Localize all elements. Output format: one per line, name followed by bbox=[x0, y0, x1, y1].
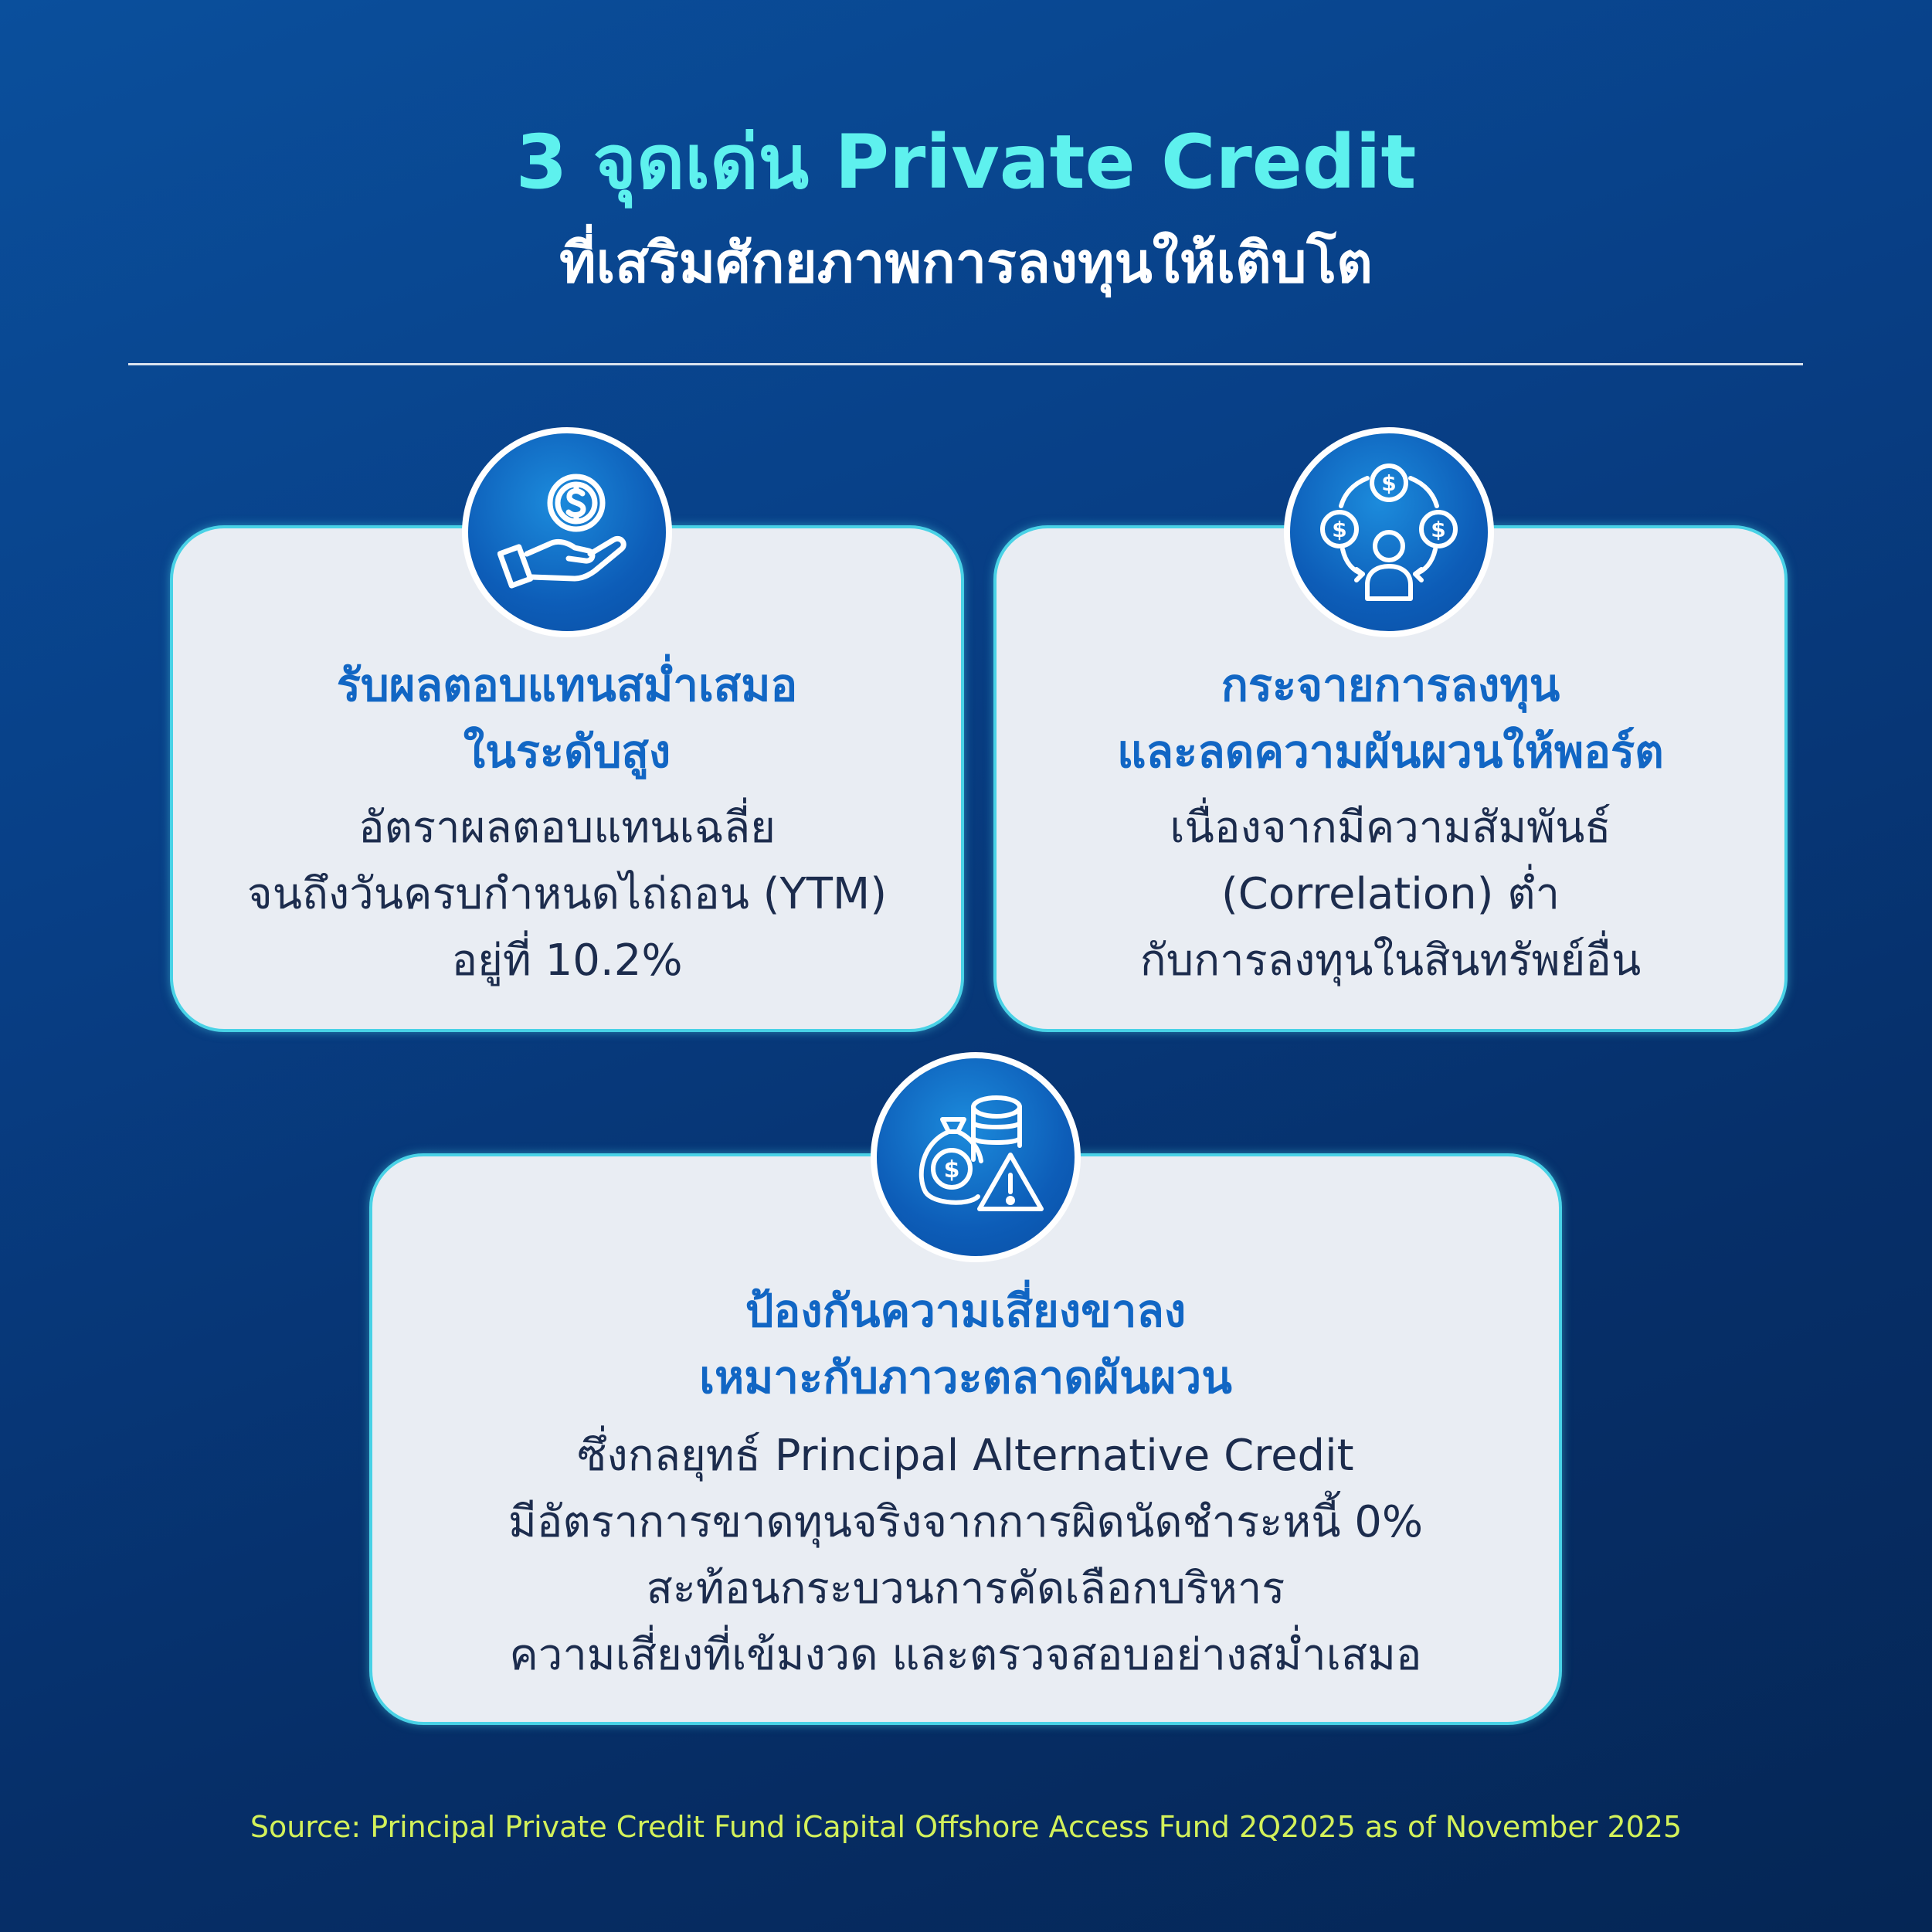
money-bag-warning-icon bbox=[871, 1052, 1081, 1262]
body-line: มีอัตราการขาดทุนจริงจากการผิดนัดชำระหนี้ 0% bbox=[508, 1497, 1424, 1547]
body-line: สะท้อนกระบวนการคัดเลือกบริหาร bbox=[646, 1564, 1285, 1614]
card-body bbox=[997, 795, 1784, 994]
heading-line: ในระดับสูง bbox=[463, 725, 671, 778]
card-heading bbox=[997, 652, 1784, 785]
page-title: 3 จุดเด่น Private Credit bbox=[515, 119, 1417, 205]
body-line: เนื่องจากมีความสัมพันธ์ bbox=[1170, 803, 1611, 853]
card-heading bbox=[372, 1278, 1559, 1411]
body-line: อยู่ที่ 10.2% bbox=[451, 935, 683, 986]
source-note: Source: Principal Private Credit Fund iCapital Offshore Access Fund 2Q2025 as of November 2025 bbox=[250, 1810, 1682, 1844]
svg-text:$: $ bbox=[1431, 517, 1446, 542]
divider bbox=[128, 363, 1803, 365]
body-line: อัตราผลตอบแทนเฉลี่ย bbox=[358, 803, 776, 853]
heading-line: และลดความผันผวนให้พอร์ต bbox=[1117, 725, 1664, 778]
body-line: ความเสี่ยงที่เข้มงวด และตรวจสอบอย่างสม่ำเสมอ bbox=[509, 1630, 1422, 1680]
heading-line: ป้องกันความเสี่ยงขาลง bbox=[745, 1285, 1187, 1337]
card-body bbox=[372, 1423, 1559, 1689]
body-line: กับการลงทุนในสินทรัพย์อื่น bbox=[1139, 935, 1642, 986]
svg-text:$: $ bbox=[943, 1156, 960, 1183]
svg-text:$: $ bbox=[1332, 517, 1347, 542]
body-line: จนถึงวันครบกำหนดไถ่ถอน (YTM) bbox=[246, 869, 888, 919]
heading-line: เหมาะกับภาวะตลาดผันผวน bbox=[699, 1351, 1232, 1404]
hand-coin-icon bbox=[462, 427, 672, 637]
heading-line: กระจายการลงทุน bbox=[1221, 659, 1560, 711]
card-heading bbox=[173, 652, 961, 785]
diversification-icon bbox=[1284, 427, 1494, 637]
heading-line: รับผลตอบแทนสม่ำเสมอ bbox=[336, 659, 798, 711]
page-subtitle: ที่เสริมศักยภาพการลงทุนให้เติบโต bbox=[559, 230, 1373, 295]
body-line: ซึ่งกลยุทธ์ Principal Alternative Credit bbox=[577, 1431, 1354, 1481]
body-line: (Correlation) ต่ำ bbox=[1221, 869, 1560, 919]
card-body bbox=[173, 795, 961, 994]
svg-text:$: $ bbox=[1381, 470, 1397, 496]
